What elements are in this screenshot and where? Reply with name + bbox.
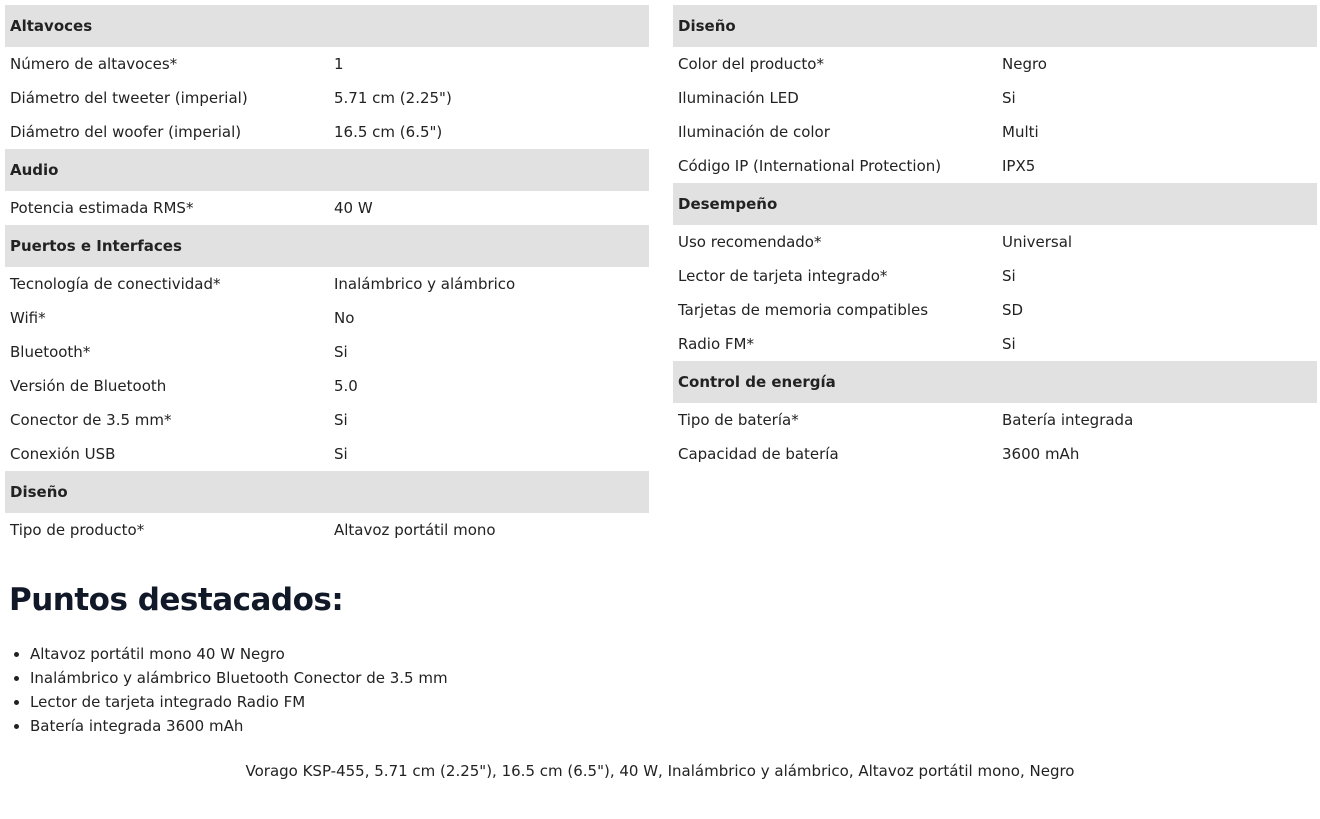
spec-value: Altavoz portátil mono xyxy=(334,521,496,539)
spec-value: SD xyxy=(1002,301,1024,319)
spec-row xyxy=(5,335,649,369)
highlight-item: • Altavoz portátil mono 40 W Negro xyxy=(30,642,1309,666)
spec-value: 5.0 xyxy=(334,377,358,395)
spec-row xyxy=(673,259,1317,293)
spec-row xyxy=(5,81,649,115)
spec-row xyxy=(5,191,649,225)
spec-label: Versión de Bluetooth xyxy=(10,377,167,395)
spec-value: Inalámbrico y alámbrico xyxy=(334,275,516,293)
section-header: Puertos e Interfaces xyxy=(5,225,649,267)
spec-row xyxy=(673,437,1317,471)
highlight-item: • Batería integrada 3600 mAh xyxy=(30,714,1309,738)
highlight-item: • Inalámbrico y alámbrico Bluetooth Conector de 3.5 mm xyxy=(30,666,1309,690)
spec-label: Diámetro del woofer (imperial) xyxy=(10,123,242,141)
spec-value: 40 W xyxy=(334,199,373,217)
spec-label: Lector de tarjeta integrado* xyxy=(678,267,888,285)
spec-label: Tipo de producto* xyxy=(10,521,145,539)
spec-row xyxy=(673,47,1317,81)
spec-label: Tecnología de conectividad* xyxy=(10,275,221,293)
spec-label: Uso recomendado* xyxy=(678,233,822,251)
product-summary: Vorago KSP-455, 5.71 cm (2.25"), 16.5 cm (6.5"), 40 W, Inalámbrico y alámbrico, Altavoz portátil mono, Negro xyxy=(245,762,1075,780)
spec-row xyxy=(5,369,649,403)
spec-value: Batería integrada xyxy=(1002,411,1134,429)
spec-value: Universal xyxy=(1002,233,1073,251)
spec-value: Si xyxy=(1002,335,1016,353)
highlight-item: • Lector de tarjeta integrado Radio FM xyxy=(30,690,1309,714)
spec-label: Diámetro del tweeter (imperial) xyxy=(10,89,248,107)
spec-value: 3600 mAh xyxy=(1002,445,1080,463)
spec-row xyxy=(5,437,649,471)
spec-label: Número de altavoces* xyxy=(10,55,178,73)
highlights-list xyxy=(9,642,1309,738)
spec-row xyxy=(5,403,649,437)
spec-row xyxy=(673,225,1317,259)
spec-column-right xyxy=(673,5,1317,471)
section-header: Desempeño xyxy=(673,183,1317,225)
spec-value: IPX5 xyxy=(1002,157,1036,175)
spec-value: 16.5 cm (6.5") xyxy=(334,123,443,141)
spec-row xyxy=(5,267,649,301)
spec-value: 1 xyxy=(334,55,344,73)
spec-value: Negro xyxy=(1002,55,1047,73)
spec-label: Iluminación de color xyxy=(678,123,830,141)
spec-row xyxy=(673,403,1317,437)
spec-label: Iluminación LED xyxy=(678,89,799,107)
spec-row xyxy=(5,513,649,547)
spec-label: Bluetooth* xyxy=(10,343,91,361)
spec-row xyxy=(5,115,649,149)
spec-label: Código IP (International Protection) xyxy=(678,157,942,175)
spec-row xyxy=(673,81,1317,115)
spec-column-left xyxy=(5,5,649,547)
spec-row xyxy=(5,301,649,335)
section-header: Altavoces xyxy=(5,5,649,47)
spec-label: Conexión USB xyxy=(10,445,116,463)
section-header: Diseño xyxy=(5,471,649,513)
spec-row xyxy=(673,293,1317,327)
spec-value: Multi xyxy=(1002,123,1039,141)
spec-label: Wifi* xyxy=(10,309,46,327)
section-header: Diseño xyxy=(673,5,1317,47)
spec-row xyxy=(673,327,1317,361)
spec-label: Tipo de batería* xyxy=(678,411,799,429)
spec-value: Si xyxy=(1002,89,1016,107)
spec-row xyxy=(673,115,1317,149)
spec-row xyxy=(673,149,1317,183)
spec-label: Conector de 3.5 mm* xyxy=(10,411,172,429)
highlights-title: Puntos destacados: xyxy=(9,582,344,618)
spec-label: Radio FM* xyxy=(678,335,754,353)
spec-value: Si xyxy=(334,343,348,361)
spec-label: Tarjetas de memoria compatibles xyxy=(678,301,929,319)
spec-value: Si xyxy=(334,445,348,463)
spec-value: 5.71 cm (2.25") xyxy=(334,89,452,107)
spec-value: Si xyxy=(1002,267,1016,285)
spec-label: Color del producto* xyxy=(678,55,824,73)
spec-row xyxy=(5,47,649,81)
section-header: Control de energía xyxy=(673,361,1317,403)
spec-value: Si xyxy=(334,411,348,429)
spec-label: Potencia estimada RMS* xyxy=(10,199,194,217)
highlights-section xyxy=(9,580,1309,738)
spec-value: No xyxy=(334,309,355,327)
section-header: Audio xyxy=(5,149,649,191)
spec-label: Capacidad de batería xyxy=(678,445,839,463)
